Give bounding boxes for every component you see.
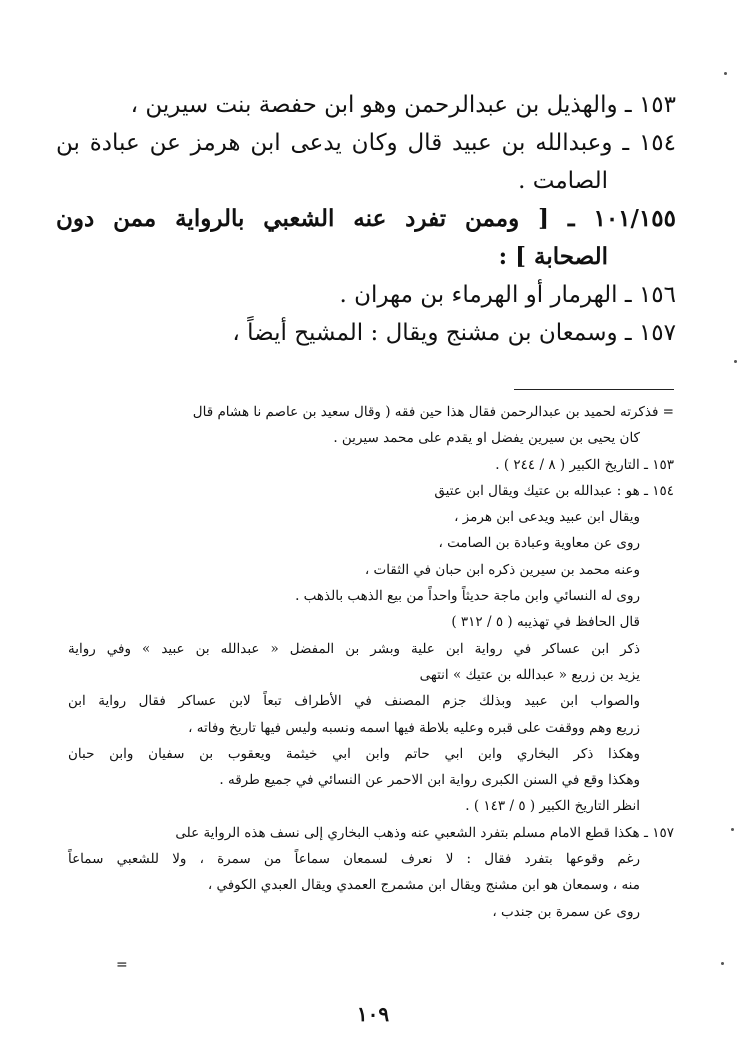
footnote-line: والصواب ابن عبيد وبذلك جزم المصنف في الأطراف تبعاً لابن عساكر فقال رواية ابن — [68, 693, 640, 710]
continuation-mark: = — [116, 957, 128, 973]
footnote-divider — [514, 389, 674, 390]
footnote-157: ١٥٧ ـ هكذا قطع الامام مسلم بتفرد الشعبي عنه وذهب البخاري إلى نسف هذه الرواية على — [175, 824, 674, 841]
footnote-line: وهكذا وقع في السنن الكبرى رواية ابن الاحمر عن النسائي في جميع طرقه . — [219, 772, 640, 789]
footnote-line: رغم وقوعها بتفرد فقال : لا نعرف لسمعان سماعاً من سمرة ، ولا للشعبي سماعاً — [68, 851, 640, 868]
scan-speck — [724, 72, 727, 75]
footnote-154: ١٥٤ ـ هو : عبدالله بن عتيك ويقال ابن عتيق — [434, 482, 674, 499]
section-heading-continued: الصحابة ] : — [498, 243, 608, 270]
footnote-line: قال الحافظ في تهذيبه ( ٥ / ٣١٢ ) — [451, 614, 640, 631]
footnote-line: وعنه محمد بن سيرين ذكره ابن حبان في الثقات ، — [364, 561, 640, 578]
main-text — [56, 86, 676, 352]
footnote-line: انظر التاريخ الكبير ( ٥ / ١٤٣ ) . — [465, 798, 640, 815]
footnote-line: كان يحيى بن سيرين يفضل او يقدم على محمد سيرين . — [333, 430, 640, 447]
scan-speck — [734, 360, 737, 363]
footnote-line: وهكذا ذكر البخاري وابن ابي حاتم وابن ابي خيثمة ويعقوب بن سفيان وابن حبان — [68, 745, 640, 762]
scan-speck — [731, 828, 734, 831]
section-heading: ١٠١/١٥٥ ـ [ وممن تفرد عنه الشعبي بالرواية ممن دون — [56, 205, 676, 232]
footnote-line: يزيد بن زريع « عبدالله بن عتيك » انتهى — [419, 666, 640, 683]
page-number: ١٠٩ — [356, 1002, 390, 1026]
entry-156: ١٥٦ ـ الهرمار أو الهرماء بن مهران . — [339, 282, 676, 308]
footnote-line: زريع وهم ووقفت على قبره وعليه بلاطة فيها اسمه ونسبه وليس فيها تاريخ وفاته ، — [188, 719, 640, 736]
footnote-153: ١٥٣ ـ التاريخ الكبير ( ٨ / ٢٤٤ ) . — [495, 456, 674, 473]
footnote-line: = فذكرته لحميد بن عبدالرحمن فقال هذا حين فقه ( وقال سعيد بن عاصم نا هشام قال — [192, 404, 674, 420]
footnote-line: منه ، وسمعان هو ابن مشنج ويقال ابن مشمرج العمدي ويقال العبدي الكوفي ، — [207, 877, 640, 894]
entry-153: ١٥٣ ـ والهذيل بن عبدالرحمن وهو ابن حفصة بنت سيرين ، — [130, 92, 676, 118]
entry-157: ١٥٧ ـ وسمعان بن مشنج ويقال : المشيح أيضاً ، — [232, 320, 676, 346]
footnote-line: روى عن معاوية وعبادة بن الصامت ، — [438, 535, 640, 552]
scan-speck — [721, 962, 724, 965]
footnote-line: ويقال ابن عبيد ويدعى ابن هرمز ، — [454, 509, 640, 526]
footnote-line: روى له النسائي وابن ماجة حديثاً واحداً من بيع الذهب بالذهب . — [295, 588, 640, 605]
entry-154-continued: الصامت . — [518, 168, 608, 194]
footnotes — [68, 399, 674, 925]
footnote-line: روى عن سمرة بن جندب ، — [492, 903, 640, 920]
footnote-line: ذكر ابن عساكر في رواية ابن علية وبشر بن المفضل « عبدالله بن عبيد » وفي رواية — [68, 640, 640, 657]
entry-154: ١٥٤ ـ وعبدالله بن عبيد قال وكان يدعى ابن هرمز عن عبادة بن — [56, 130, 676, 156]
